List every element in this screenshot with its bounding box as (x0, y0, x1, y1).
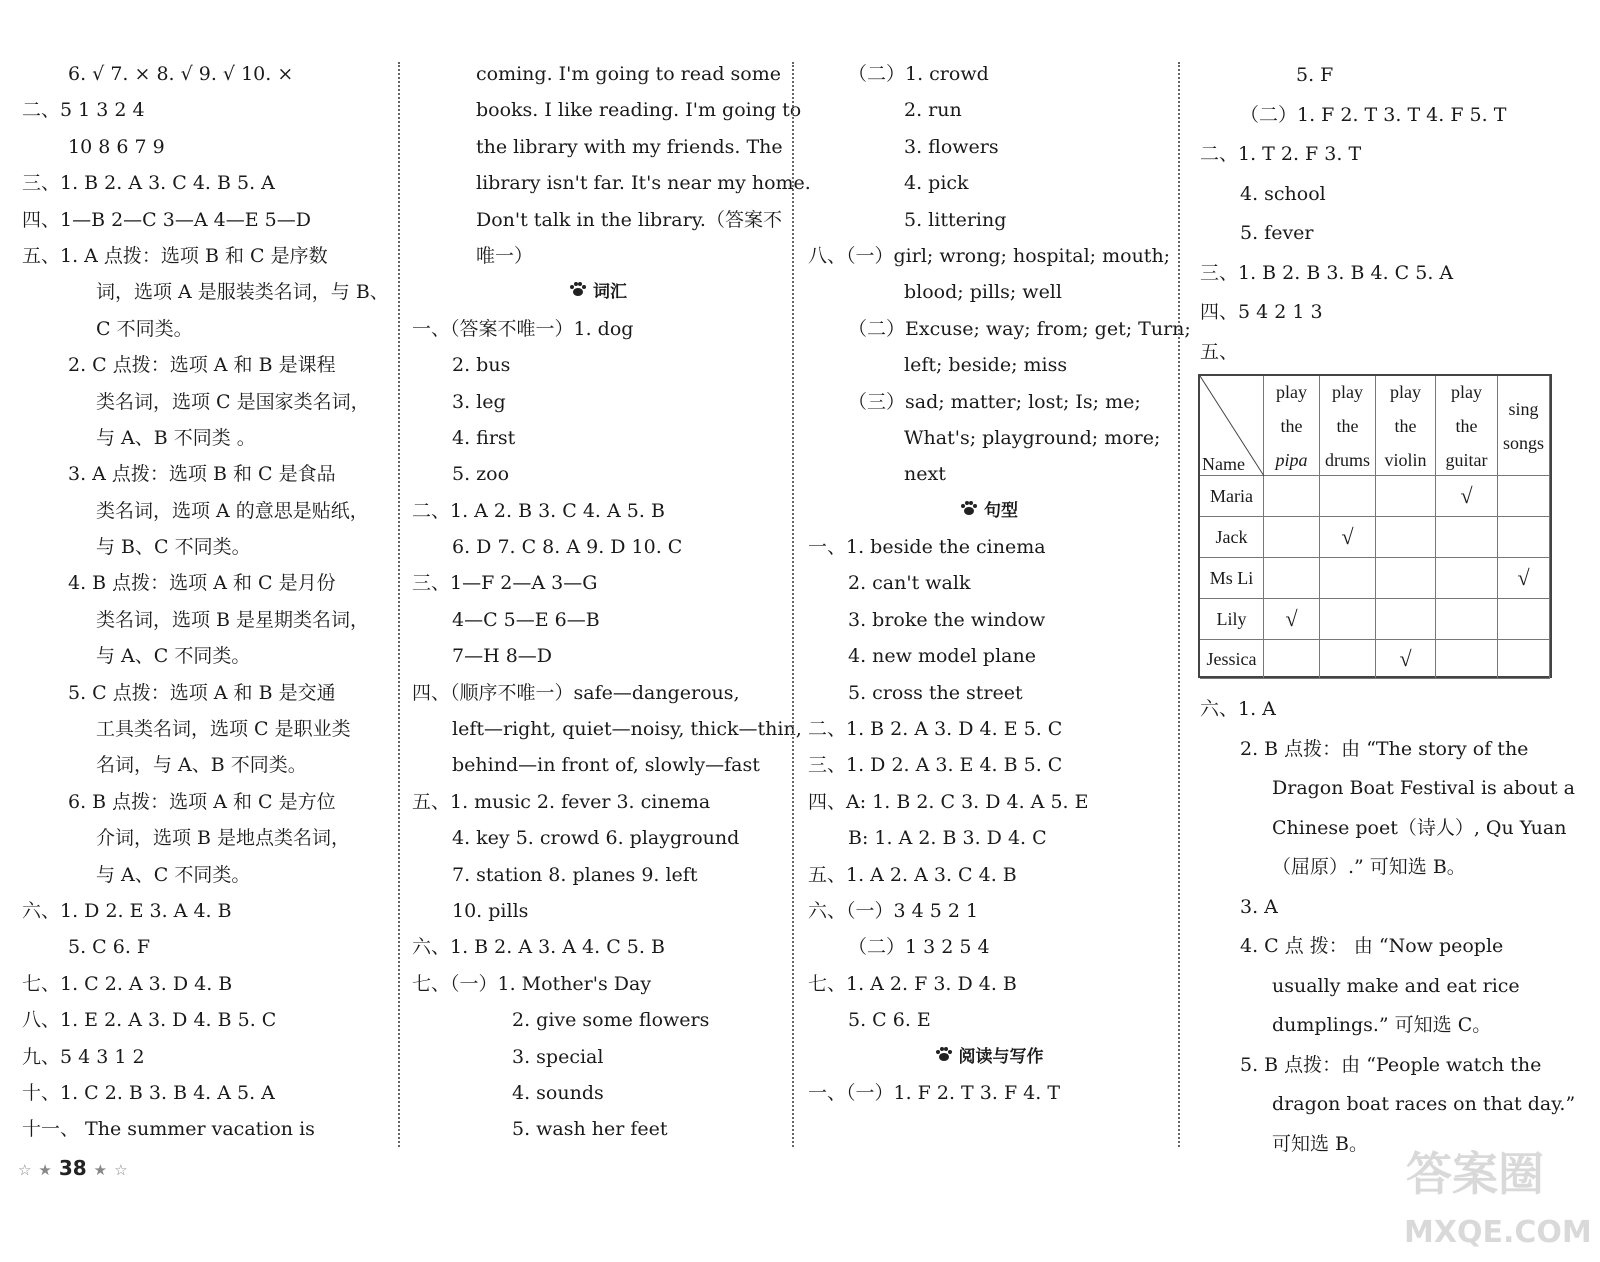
answer-line (22, 893, 392, 929)
column-divider (1178, 62, 1180, 1147)
line-text: 10. pills (452, 899, 529, 922)
answer-line (412, 456, 784, 492)
answer-line (412, 820, 784, 856)
table-cell (1376, 558, 1436, 599)
line-text: 二、1. A 2. B 3. C 4. A 5. B (412, 499, 665, 522)
line-text: 4. pick (904, 172, 969, 195)
line-text: 十一、 The summer vacation is (22, 1118, 315, 1141)
line-text: Chinese poet（诗人）, Qu Yuan (1272, 816, 1567, 839)
table-cell: √ (1436, 476, 1498, 517)
line-text: behind—in front of, slowly—fast (452, 754, 760, 777)
table-header-cell (1264, 376, 1320, 476)
table-name-cell: Jessica (1200, 640, 1264, 679)
line-text: 4. B 点拨：选项 A 和 C 是月份 (68, 572, 336, 595)
line-text: 二、1. T 2. F 3. T (1200, 143, 1362, 165)
table-corner-label: Name (1202, 454, 1245, 474)
star-icon: ☆ (18, 1161, 32, 1179)
line-text: 六、1. A (1200, 698, 1276, 720)
line-text: 4—C 5—E 6—B (452, 608, 600, 631)
answer-line (412, 420, 784, 456)
line-text: 3. A (1240, 895, 1278, 918)
answer-line (22, 56, 392, 92)
line-text: Don't talk in the library.（答案不 (476, 208, 782, 231)
answer-line (412, 238, 784, 274)
line-text: 5. fever (1240, 222, 1314, 244)
table-header-cell (1320, 376, 1376, 476)
answer-line (1200, 56, 1580, 96)
header-word: play (1276, 381, 1307, 402)
line-text: （屈原）.” 可知选 B。 (1272, 856, 1466, 878)
answer-line (412, 129, 784, 165)
line-text: （二）1 3 2 5 4 (848, 936, 990, 959)
line-text: 4. sounds (512, 1081, 604, 1104)
line-text: 3. leg (452, 390, 506, 413)
line-text: 三、1—F 2—A 3—G (412, 572, 598, 595)
column-divider (792, 62, 794, 1147)
answer-line (22, 638, 392, 674)
table-cell (1436, 558, 1498, 599)
answer-line (808, 529, 1170, 565)
line-text: 3. special (512, 1045, 604, 1068)
line-text: 2. bus (452, 354, 511, 377)
answer-line (22, 529, 392, 565)
table-name-cell: Jack (1200, 517, 1264, 558)
line-text: 2. can't walk (848, 572, 971, 595)
answer-line (412, 893, 784, 929)
line-text: 类名词，选项 C 是国家类名词， (96, 390, 370, 413)
line-text: 4. C 点 拨： 由 “Now people (1240, 935, 1504, 957)
line-text: 十、1. C 2. B 3. B 4. A 5. A (22, 1081, 275, 1104)
answer-line (808, 638, 1170, 674)
table-cell (1320, 558, 1376, 599)
header-word: violin (1384, 449, 1427, 470)
line-text: 5. B 点拨：由 “People watch the (1240, 1053, 1542, 1076)
line-text: 三、1. B 2. A 3. C 4. B 5. A (22, 172, 275, 195)
line-text: C 不同类。 (96, 317, 193, 340)
section-heading (808, 493, 1170, 529)
answer-line (22, 274, 392, 310)
line-text: 八、1. E 2. A 3. D 4. B 5. C (22, 1009, 277, 1032)
svg-text:答案圈: 答案圈 (1406, 1147, 1544, 1201)
answer-line (1200, 96, 1580, 136)
answer-line (808, 165, 1170, 201)
page-number: 38 (58, 1156, 87, 1180)
column-divider (398, 62, 400, 1147)
header-word: the (1455, 415, 1478, 436)
answer-line (22, 1039, 392, 1075)
line-text: 4. new model plane (848, 645, 1036, 668)
answer-column-2 (412, 56, 811, 1148)
answer-line (22, 966, 392, 1002)
answer-line (412, 565, 784, 601)
answer-line (412, 675, 784, 711)
answer-line (808, 820, 1170, 856)
answer-line (412, 1002, 784, 1038)
line-text: Dragon Boat Festival is about a (1272, 777, 1575, 799)
answer-line (808, 56, 1170, 92)
table-cell (1498, 517, 1550, 558)
line-text: 七、1. C 2. A 3. D 4. B (22, 972, 233, 995)
answer-line (808, 274, 1170, 310)
answer-line (22, 1111, 392, 1147)
answer-line (412, 638, 784, 674)
answer-line (1200, 175, 1580, 215)
line-text: 一、1. beside the cinema (808, 536, 1046, 559)
answer-line (412, 747, 784, 783)
line-text: 类名词，选项 A 的意思是贴纸， (96, 499, 369, 522)
table-cell (1376, 517, 1436, 558)
answer-line (1200, 967, 1580, 1007)
section-heading (412, 274, 784, 310)
activity-table (1198, 374, 1552, 678)
answer-line (808, 929, 1170, 965)
line-text: 10 8 6 7 9 (68, 135, 165, 158)
table-cell (1264, 476, 1320, 517)
page-footer (18, 1156, 128, 1180)
answer-line (1200, 214, 1580, 254)
line-text: 四、5 4 2 1 3 (1200, 301, 1323, 323)
answer-line (1200, 333, 1580, 373)
line-text: 七、（一）1. Mother's Day (412, 972, 652, 995)
line-text: 名词，与 A、B 不同类。 (96, 754, 307, 777)
answer-line (1200, 293, 1580, 333)
star-icon: ★ (93, 1161, 108, 1179)
line-text: 6. B 点拨：选项 A 和 C 是方位 (68, 790, 336, 813)
line-text: 二、5 1 3 2 4 (22, 99, 145, 122)
answer-line (412, 602, 784, 638)
header-word: the (1336, 415, 1359, 436)
star-icon: ☆ (114, 1161, 128, 1179)
answer-line (22, 602, 392, 638)
answer-line (412, 966, 784, 1002)
line-text: 7. station 8. planes 9. left (452, 863, 698, 886)
section-heading (808, 1039, 1170, 1075)
answer-line (412, 1039, 784, 1075)
answer-column-1 (22, 56, 392, 1148)
answer-line (22, 92, 392, 128)
answer-line (1200, 1046, 1580, 1086)
answer-line (1200, 254, 1580, 294)
answer-line (808, 602, 1170, 638)
answer-line (22, 1002, 392, 1038)
line-text: dragon boat races on that day.” (1272, 1093, 1576, 1115)
answer-line (22, 493, 392, 529)
line-text: What's; playground; more; (904, 426, 1161, 449)
answer-line (808, 747, 1170, 783)
table-cell (1320, 599, 1376, 640)
line-text: 四、A: 1. B 2. C 3. D 4. A 5. E (808, 790, 1089, 813)
table-cell: √ (1498, 558, 1550, 599)
table-cell: √ (1264, 599, 1320, 640)
line-text: the library with my friends. The (476, 135, 783, 158)
star-icon: ★ (38, 1161, 52, 1179)
line-text: next (904, 463, 946, 486)
table-name-cell: Maria (1200, 476, 1264, 517)
header-word: guitar (1445, 449, 1488, 470)
header-word: sing (1508, 398, 1539, 419)
line-text: 5. F (1296, 64, 1334, 86)
line-text: 八、（一）girl; wrong; hospital; mouth; (808, 244, 1171, 267)
line-text: 3. A 点拨：选项 B 和 C 是食品 (68, 463, 336, 486)
line-text: 介词，选项 B 是地点类名词， (96, 827, 351, 850)
header-word: drums (1325, 449, 1370, 470)
line-text: blood; pills; well (904, 281, 1062, 304)
answer-line (1200, 927, 1580, 967)
answer-line (808, 857, 1170, 893)
table-cell (1264, 640, 1320, 679)
answer-line (808, 784, 1170, 820)
table-cell (1320, 476, 1376, 517)
header-word: the (1280, 415, 1303, 436)
answer-line (22, 675, 392, 711)
table-corner-cell (1200, 376, 1264, 476)
line-text: 4. first (452, 426, 516, 449)
answer-line (22, 420, 392, 456)
answer-line (808, 311, 1191, 347)
answer-line (1200, 1085, 1580, 1125)
answer-line (1200, 848, 1580, 888)
answer-line (808, 966, 1170, 1002)
line-text: 阅读与写作 (958, 1046, 1044, 1067)
answer-line (22, 165, 392, 201)
answer-line (412, 165, 811, 201)
line-text: 六、1. D 2. E 3. A 4. B (22, 899, 232, 922)
answer-line (22, 311, 392, 347)
header-word: play (1390, 381, 1421, 402)
header-word: pipa (1275, 449, 1308, 470)
line-text: 5. wash her feet (512, 1118, 668, 1141)
line-text: library isn't far. It's near my home. (476, 172, 811, 195)
line-text: 3. broke the window (848, 608, 1046, 631)
answer-line (412, 1075, 784, 1111)
line-text: （二）1. F 2. T 3. T 4. F 5. T (1240, 103, 1507, 126)
answer-line (22, 747, 392, 783)
answer-line (22, 238, 392, 274)
answer-line (22, 456, 392, 492)
line-text: left—right, quiet—noisy, thick—thin, (452, 718, 802, 741)
answer-line (808, 384, 1170, 420)
answer-line (808, 202, 1170, 238)
table-cell (1498, 640, 1550, 679)
answer-line (412, 347, 784, 383)
answer-line (808, 675, 1170, 711)
answer-line (1200, 1006, 1580, 1046)
line-text: left; beside; miss (904, 354, 1068, 377)
answer-line (22, 857, 392, 893)
answer-column-3 (808, 56, 1191, 1111)
answer-line (412, 711, 802, 747)
table-cell (1436, 599, 1498, 640)
line-text: coming. I'm going to read some (476, 63, 781, 85)
answer-line (412, 784, 784, 820)
table-cell: √ (1376, 640, 1436, 679)
table-cell (1376, 599, 1436, 640)
line-text: 2. give some flowers (512, 1009, 710, 1032)
line-text: 与 A、C 不同类。 (96, 645, 251, 668)
answer-line (412, 92, 802, 128)
answer-line (412, 929, 784, 965)
table-name-cell: Lily (1200, 599, 1264, 640)
line-text: usually make and eat rice (1272, 974, 1520, 997)
line-text: 工具类名词，选项 C 是职业类 (96, 718, 351, 741)
answer-line (412, 311, 784, 347)
table-cell (1264, 558, 1320, 599)
answer-line (22, 820, 392, 856)
line-text: 词汇 (593, 282, 627, 303)
line-text: B: 1. A 2. B 3. D 4. C (848, 827, 1047, 850)
line-text: 4. school (1240, 182, 1326, 205)
answer-line (412, 529, 784, 565)
table-cell (1376, 476, 1436, 517)
line-text: 五、 (1200, 340, 1239, 363)
column-4-top (1200, 56, 1580, 372)
answer-line (808, 129, 1170, 165)
answer-line (412, 857, 784, 893)
line-text: 六、1. B 2. A 3. A 4. C 5. B (412, 936, 665, 959)
table-name-cell: Ms Li (1200, 558, 1264, 599)
line-text: （二）Excuse; way; from; get; Turn; (848, 317, 1191, 340)
answer-line (22, 929, 392, 965)
answer-line (22, 202, 392, 238)
answer-line (808, 420, 1170, 456)
table-header-cell (1376, 376, 1436, 476)
table-cell (1264, 517, 1320, 558)
line-text: 句型 (984, 500, 1018, 521)
line-text: 三、1. D 2. A 3. E 4. B 5. C (808, 754, 1063, 777)
answer-line (1200, 135, 1580, 175)
line-text: 6. D 7. C 8. A 9. D 10. C (452, 536, 683, 559)
answer-line (808, 565, 1170, 601)
line-text: 四、（顺序不唯一）safe—dangerous, (412, 681, 740, 704)
line-text: 五、1. music 2. fever 3. cinema (412, 790, 711, 813)
line-text: 与 A、C 不同类。 (96, 863, 251, 886)
answer-line (808, 456, 1170, 492)
answer-line (22, 129, 392, 165)
watermark-logo (1398, 1138, 1592, 1258)
line-text: 七、1. A 2. F 3. D 4. B (808, 972, 1017, 995)
table-cell (1436, 517, 1498, 558)
line-text: 2. C 点拨：选项 A 和 B 是课程 (68, 354, 336, 377)
line-text: 一、（答案不唯一）1. dog (412, 317, 634, 340)
line-text: 7—H 8—D (452, 645, 553, 668)
line-text: dumplings.” 可知选 C。 (1272, 1014, 1492, 1036)
answer-line (808, 1002, 1170, 1038)
answer-line (22, 784, 392, 820)
answer-line (808, 347, 1170, 383)
table-header-cell (1498, 376, 1550, 476)
line-text: 三、1. B 2. B 3. B 4. C 5. A (1200, 261, 1454, 284)
line-text: 九、5 4 3 1 2 (22, 1045, 145, 1068)
table-cell (1436, 640, 1498, 679)
line-text: 4. key 5. crowd 6. playground (452, 827, 740, 850)
answer-line (808, 92, 1170, 128)
line-text: 词，选项 A 是服装类名词，与 B、 (96, 281, 389, 304)
answer-line (808, 893, 1170, 929)
line-text: 与 A、B 不同类 。 (96, 426, 256, 449)
table-cell: √ (1320, 517, 1376, 558)
line-text: 5. littering (904, 208, 1007, 231)
paw-icon (935, 1039, 953, 1075)
line-text: 五、1. A 点拨：选项 B 和 C 是序数 (22, 244, 328, 267)
paw-icon (960, 493, 978, 529)
answer-line (1200, 769, 1580, 809)
answer-line (22, 384, 392, 420)
line-text: 5. C 6. F (68, 936, 151, 959)
line-text: 2. run (904, 99, 962, 122)
answer-line (22, 565, 392, 601)
line-text: （三）sad; matter; lost; Is; me; (848, 390, 1141, 413)
svg-text:MXQE.COM: MXQE.COM (1404, 1215, 1592, 1250)
line-text: 6. √ 7. × 8. √ 9. √ 10. × (68, 63, 294, 85)
table-cell (1498, 599, 1550, 640)
header-word: play (1451, 381, 1482, 402)
answer-line (412, 56, 784, 92)
header-word: songs (1502, 432, 1544, 453)
header-word: the (1394, 415, 1417, 436)
answer-line (22, 711, 392, 747)
line-text: 五、1. A 2. A 3. C 4. B (808, 863, 1017, 886)
line-text: 5. cross the street (848, 681, 1023, 704)
answer-line (1200, 690, 1580, 730)
answer-line (1200, 730, 1580, 770)
line-text: 二、1. B 2. A 3. D 4. E 5. C (808, 718, 1063, 741)
line-text: 唯一） (476, 244, 534, 267)
answer-line (808, 238, 1170, 274)
answer-line (22, 1075, 392, 1111)
line-text: 5. C 点拨：选项 A 和 B 是交通 (68, 681, 336, 704)
table-cell (1320, 640, 1376, 679)
answer-line (412, 493, 784, 529)
column-4-bottom (1200, 690, 1580, 1164)
answer-line (808, 1075, 1170, 1111)
table-header-cell (1436, 376, 1498, 476)
line-text: 3. flowers (904, 135, 999, 158)
answer-line (808, 711, 1170, 747)
line-text: 5. zoo (452, 463, 510, 486)
line-text: 一、（一）1. F 2. T 3. F 4. T (808, 1081, 1061, 1104)
answer-line (412, 384, 784, 420)
answer-line (1200, 809, 1580, 849)
line-text: 2. B 点拨：由 “The story of the (1240, 737, 1529, 760)
line-text: 六、（一）3 4 5 2 1 (808, 899, 979, 922)
paw-icon (569, 274, 587, 310)
line-text: 与 B、C 不同类。 (96, 536, 251, 559)
line-text: 四、1—B 2—C 3—A 4—E 5—D (22, 208, 311, 231)
line-text: books. I like reading. I'm going to (476, 99, 802, 122)
line-text: （二）1. crowd (848, 63, 989, 85)
table-cell (1498, 476, 1550, 517)
line-text: 类名词，选项 B 是星期类名词， (96, 608, 370, 631)
answer-line (22, 347, 392, 383)
answer-line (412, 1111, 784, 1147)
line-text: 5. C 6. E (848, 1009, 931, 1032)
line-text: 可知选 B。 (1272, 1132, 1369, 1155)
answer-line (1200, 888, 1580, 928)
answer-line (412, 202, 784, 238)
header-word: play (1332, 381, 1363, 402)
